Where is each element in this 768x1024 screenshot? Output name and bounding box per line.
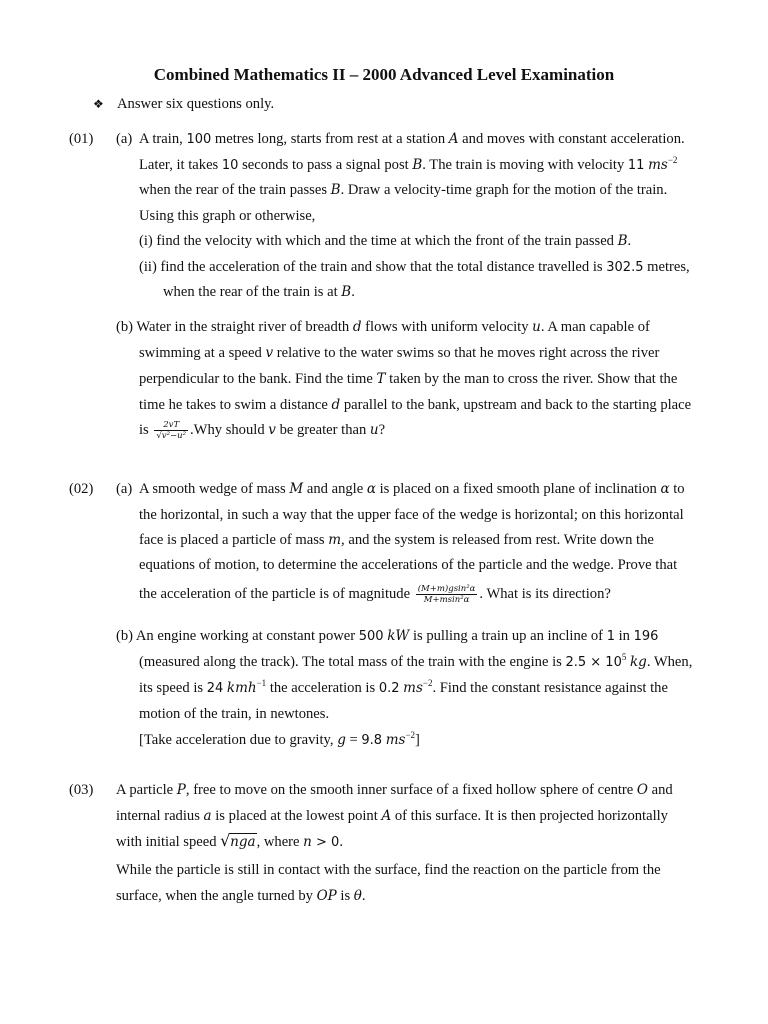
q1-a-i: (i) find the velocity with which and the time at which the front of the train passed B. [139, 233, 632, 249]
q3-line-5: surface, when the angle turned by OP is θ. [116, 888, 366, 904]
q1-b-line-4: time he takes to swim a distance d parallel to the bank, upstream and back to the starting place [139, 397, 692, 413]
page-title: Combined Mathematics II – 2000 Advanced Level Examination [153, 65, 615, 84]
q2-b-line-2: (measured along the track). The total mass of the train with the engine is $2.5 \times 10^5$ kg. When, [139, 652, 693, 670]
q1-a-ii: (ii) find the acceleration of the train and show that the total distance travelled is 302.5 metres, [139, 259, 690, 275]
instruction [93, 96, 274, 113]
square-root: √ nga [220, 831, 256, 850]
instruction-text: Answer six questions only. [117, 96, 275, 112]
q2-b-line-1: (b) An engine working at constant power 500 kW is pulling a train up an incline of 1 in 196 [116, 628, 659, 644]
q3-line-1: A particle P, free to move on the smooth inner surface of a fixed hollow sphere of centre O and [116, 782, 673, 798]
part-a-label: (a) [116, 131, 133, 147]
question-number: (02) [69, 481, 94, 497]
q1-a-ii-cont: when the rear of the train is at B. [163, 284, 355, 300]
q1-a-line-3: when the rear of the train passes B. Draw a velocity-time graph for the motion of the train. [139, 182, 668, 198]
q2-b-line-5: [Take acceleration due to gravity, g = 9.8 $ms^{-2}$] [139, 730, 420, 748]
question-number: (03) [69, 782, 94, 798]
q2-a-line-3: face is placed a particle of mass m, and the system is released from rest. Write down the [139, 532, 654, 548]
fraction: $\frac{\text{(M+m)gsin²α}}{\text{M+msin²α}}$ [417, 584, 476, 605]
q3-line-4: While the particle is still in contact with the surface, find the reaction on the particle from the [116, 862, 661, 878]
q3-line-3: with initial speed √ nga, where n > 0. [116, 831, 343, 850]
q2-a-line-4: equations of motion, to determine the accelerations of the particle and the wedge. Prove that [139, 557, 678, 573]
q1-a-line-2: Later, it takes 10 seconds to pass a signal post B. The train is moving with velocity 11 $ms^{-2}$ [139, 155, 678, 173]
q1-b-line-5: is $\frac{2vT}{\text{√v²−u²}}$ .Why should v be greater than u? [139, 420, 386, 441]
q2-a-line-1: A smooth wedge of mass M and angle α is placed on a fixed smooth plane of inclination α to [139, 481, 685, 497]
q1-a-line-1: A train, 100 metres long, starts from rest at a station A and moves with constant acceleration. [139, 131, 685, 147]
q1-b-line-2: swimming at a speed v relative to the water swims so that he moves right across the river [139, 345, 660, 361]
diamond-bullet-icon: ❖ [93, 97, 104, 111]
q1-b-line-3: perpendicular to the bank. Find the time T taken by the man to cross the river. Show that the [139, 371, 678, 387]
q2-b-line-4: motion of the train, in newtones. [139, 706, 330, 722]
part-a-label: (a) [116, 481, 133, 497]
q1-a-line-4: Using this graph or otherwise, [139, 208, 316, 224]
question-number: (01) [69, 131, 94, 147]
q2-a-line-2: the horizontal, in such a way that the upper face of the wedge is horizontal; on this horizontal [139, 507, 684, 523]
fraction: $\frac{2vT}{\text{√v²−u²}}$ [156, 420, 187, 441]
q2-a-line-5: the acceleration of the particle is of magnitude $\frac{\text{(M+m)gsin²α}}{\text{M+msin²α}}$ . What is its direction? [139, 584, 611, 605]
q1-b-line-1: (b) Water in the straight river of breadth d flows with uniform velocity u. A man capable of [116, 319, 650, 335]
q2-b-line-3: its speed is 24 kmh$^{-1}$ the acceleration is 0.2 $ms^{-2}$. Find the constant resistance against the [139, 678, 668, 696]
q3-line-2: internal radius a is placed at the lowest point A of this surface. It is then projected horizontally [116, 808, 668, 824]
